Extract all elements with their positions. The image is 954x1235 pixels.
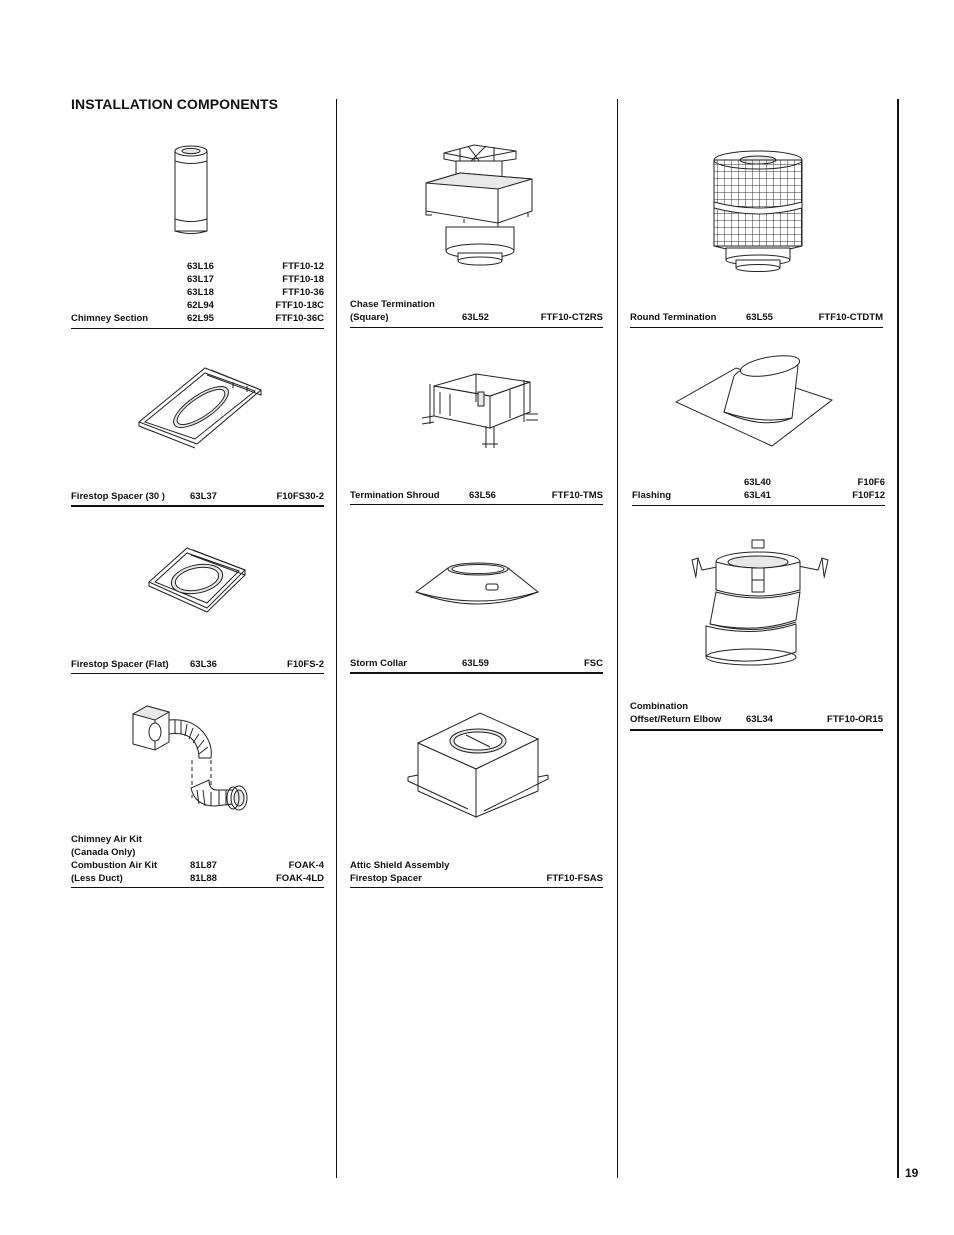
chimney-section-item [71, 140, 324, 332]
chase-termination-item [350, 140, 603, 332]
part-number: 63L37 [190, 491, 217, 502]
firestop-spacer-30-label: Firestop Spacer (30 ) [71, 491, 165, 502]
divider-rule [630, 729, 883, 731]
divider-rule [350, 504, 603, 505]
part-number: 63L18 [187, 287, 214, 298]
offset-elbow-icon [690, 540, 830, 670]
air-kit-duct-icon [129, 702, 269, 822]
part-number: 63L17 [187, 274, 214, 285]
model-code: FTF10-18C [275, 300, 324, 311]
part-number: 81L88 [190, 873, 217, 884]
part-number: 63L34 [746, 714, 773, 725]
round-termination-item [630, 140, 883, 332]
air-kit-label-line: Combustion Air Kit [71, 860, 158, 871]
offset-elbow-label-line: Combination [630, 701, 689, 712]
flat-firestop-icon [147, 546, 247, 618]
divider-rule [71, 673, 324, 674]
angled-firestop-icon [137, 364, 263, 446]
termination-shroud-label: Termination Shroud [350, 490, 440, 501]
page-title: INSTALLATION COMPONENTS [71, 96, 279, 112]
part-number: 63L41 [744, 490, 771, 501]
model-code: F10FS-2 [287, 659, 324, 670]
flashing-label: Flashing [632, 490, 672, 501]
firestop-spacer-flat-item [71, 544, 324, 679]
model-code: FTF10-TMS [551, 490, 603, 501]
divider-rule [350, 672, 603, 674]
chase-termination-icon [424, 143, 534, 263]
part-number: 63L59 [462, 658, 489, 669]
firestop-spacer-30-item [71, 360, 324, 510]
chase-termination-label-line: Chase Termination [350, 299, 435, 310]
column-divider [617, 99, 618, 1178]
model-code: FTF10-OR15 [827, 714, 883, 725]
model-code: FTF10-18 [282, 274, 324, 285]
shroud-frame-icon [420, 368, 540, 452]
flashing-item [632, 352, 885, 512]
divider-rule [71, 328, 324, 329]
chase-termination-label-line: (Square) [350, 312, 389, 323]
storm-collar-icon [414, 560, 540, 610]
model-code: FOAK-4LD [275, 873, 324, 884]
chimney-section-label: Chimney Section [71, 313, 149, 324]
model-code: F10F6 [857, 477, 885, 488]
air-kit-label-line: Chimney Air Kit [71, 834, 142, 845]
chimney-pipe-icon [171, 145, 211, 237]
model-code: F10FS30-2 [276, 491, 324, 502]
offset-elbow-label-line: Offset/Return Elbow [630, 714, 722, 725]
part-number: 62L95 [187, 313, 214, 324]
part-number: 63L16 [187, 261, 214, 272]
model-code: FTF10-CT2RS [540, 312, 603, 323]
divider-rule [632, 505, 885, 506]
divider-rule [71, 887, 324, 888]
offset-elbow-item [630, 538, 883, 733]
termination-shroud-item [350, 360, 603, 510]
part-number: 81L87 [190, 860, 217, 871]
part-number: 63L36 [190, 659, 217, 670]
roof-flashing-icon [674, 354, 834, 448]
part-number: 63L52 [462, 312, 489, 323]
part-number: 63L40 [744, 477, 771, 488]
attic-shield-label-line: Firestop Spacer [350, 873, 422, 884]
firestop-spacer-flat-label: Firestop Spacer (Flat) [71, 659, 169, 670]
divider-rule [630, 327, 883, 328]
model-code: F10F12 [852, 490, 885, 501]
model-code: FTF10-36 [282, 287, 324, 298]
model-code: FTF10-FSAS [546, 873, 603, 884]
attic-shield-item [350, 705, 603, 895]
model-code: FTF10-36C [275, 313, 324, 324]
divider-rule [71, 505, 324, 507]
attic-shield-label-line: Attic Shield Assembly [350, 860, 450, 871]
air-kit-label-line: (Less Duct) [71, 873, 123, 884]
round-termination-icon [710, 150, 806, 274]
page-edge-rule [897, 99, 899, 1178]
chimney-air-kit-item [71, 700, 324, 895]
page-number: 19 [905, 1166, 919, 1180]
attic-shield-icon [408, 709, 548, 825]
storm-collar-label: Storm Collar [350, 658, 408, 669]
model-code: FOAK-4 [288, 860, 324, 871]
storm-collar-item [350, 544, 603, 679]
divider-rule [350, 327, 603, 328]
part-number: 62L94 [187, 300, 214, 311]
part-number: 63L55 [746, 312, 773, 323]
column-divider [336, 99, 337, 1178]
model-code: FSC [584, 658, 603, 669]
part-number: 63L56 [469, 490, 496, 501]
model-code: FTF10-12 [282, 261, 324, 272]
air-kit-label-line: (Canada Only) [71, 847, 136, 858]
round-termination-label: Round Termination [630, 312, 717, 323]
model-code: FTF10-CTDTM [818, 312, 883, 323]
divider-rule [350, 887, 603, 888]
